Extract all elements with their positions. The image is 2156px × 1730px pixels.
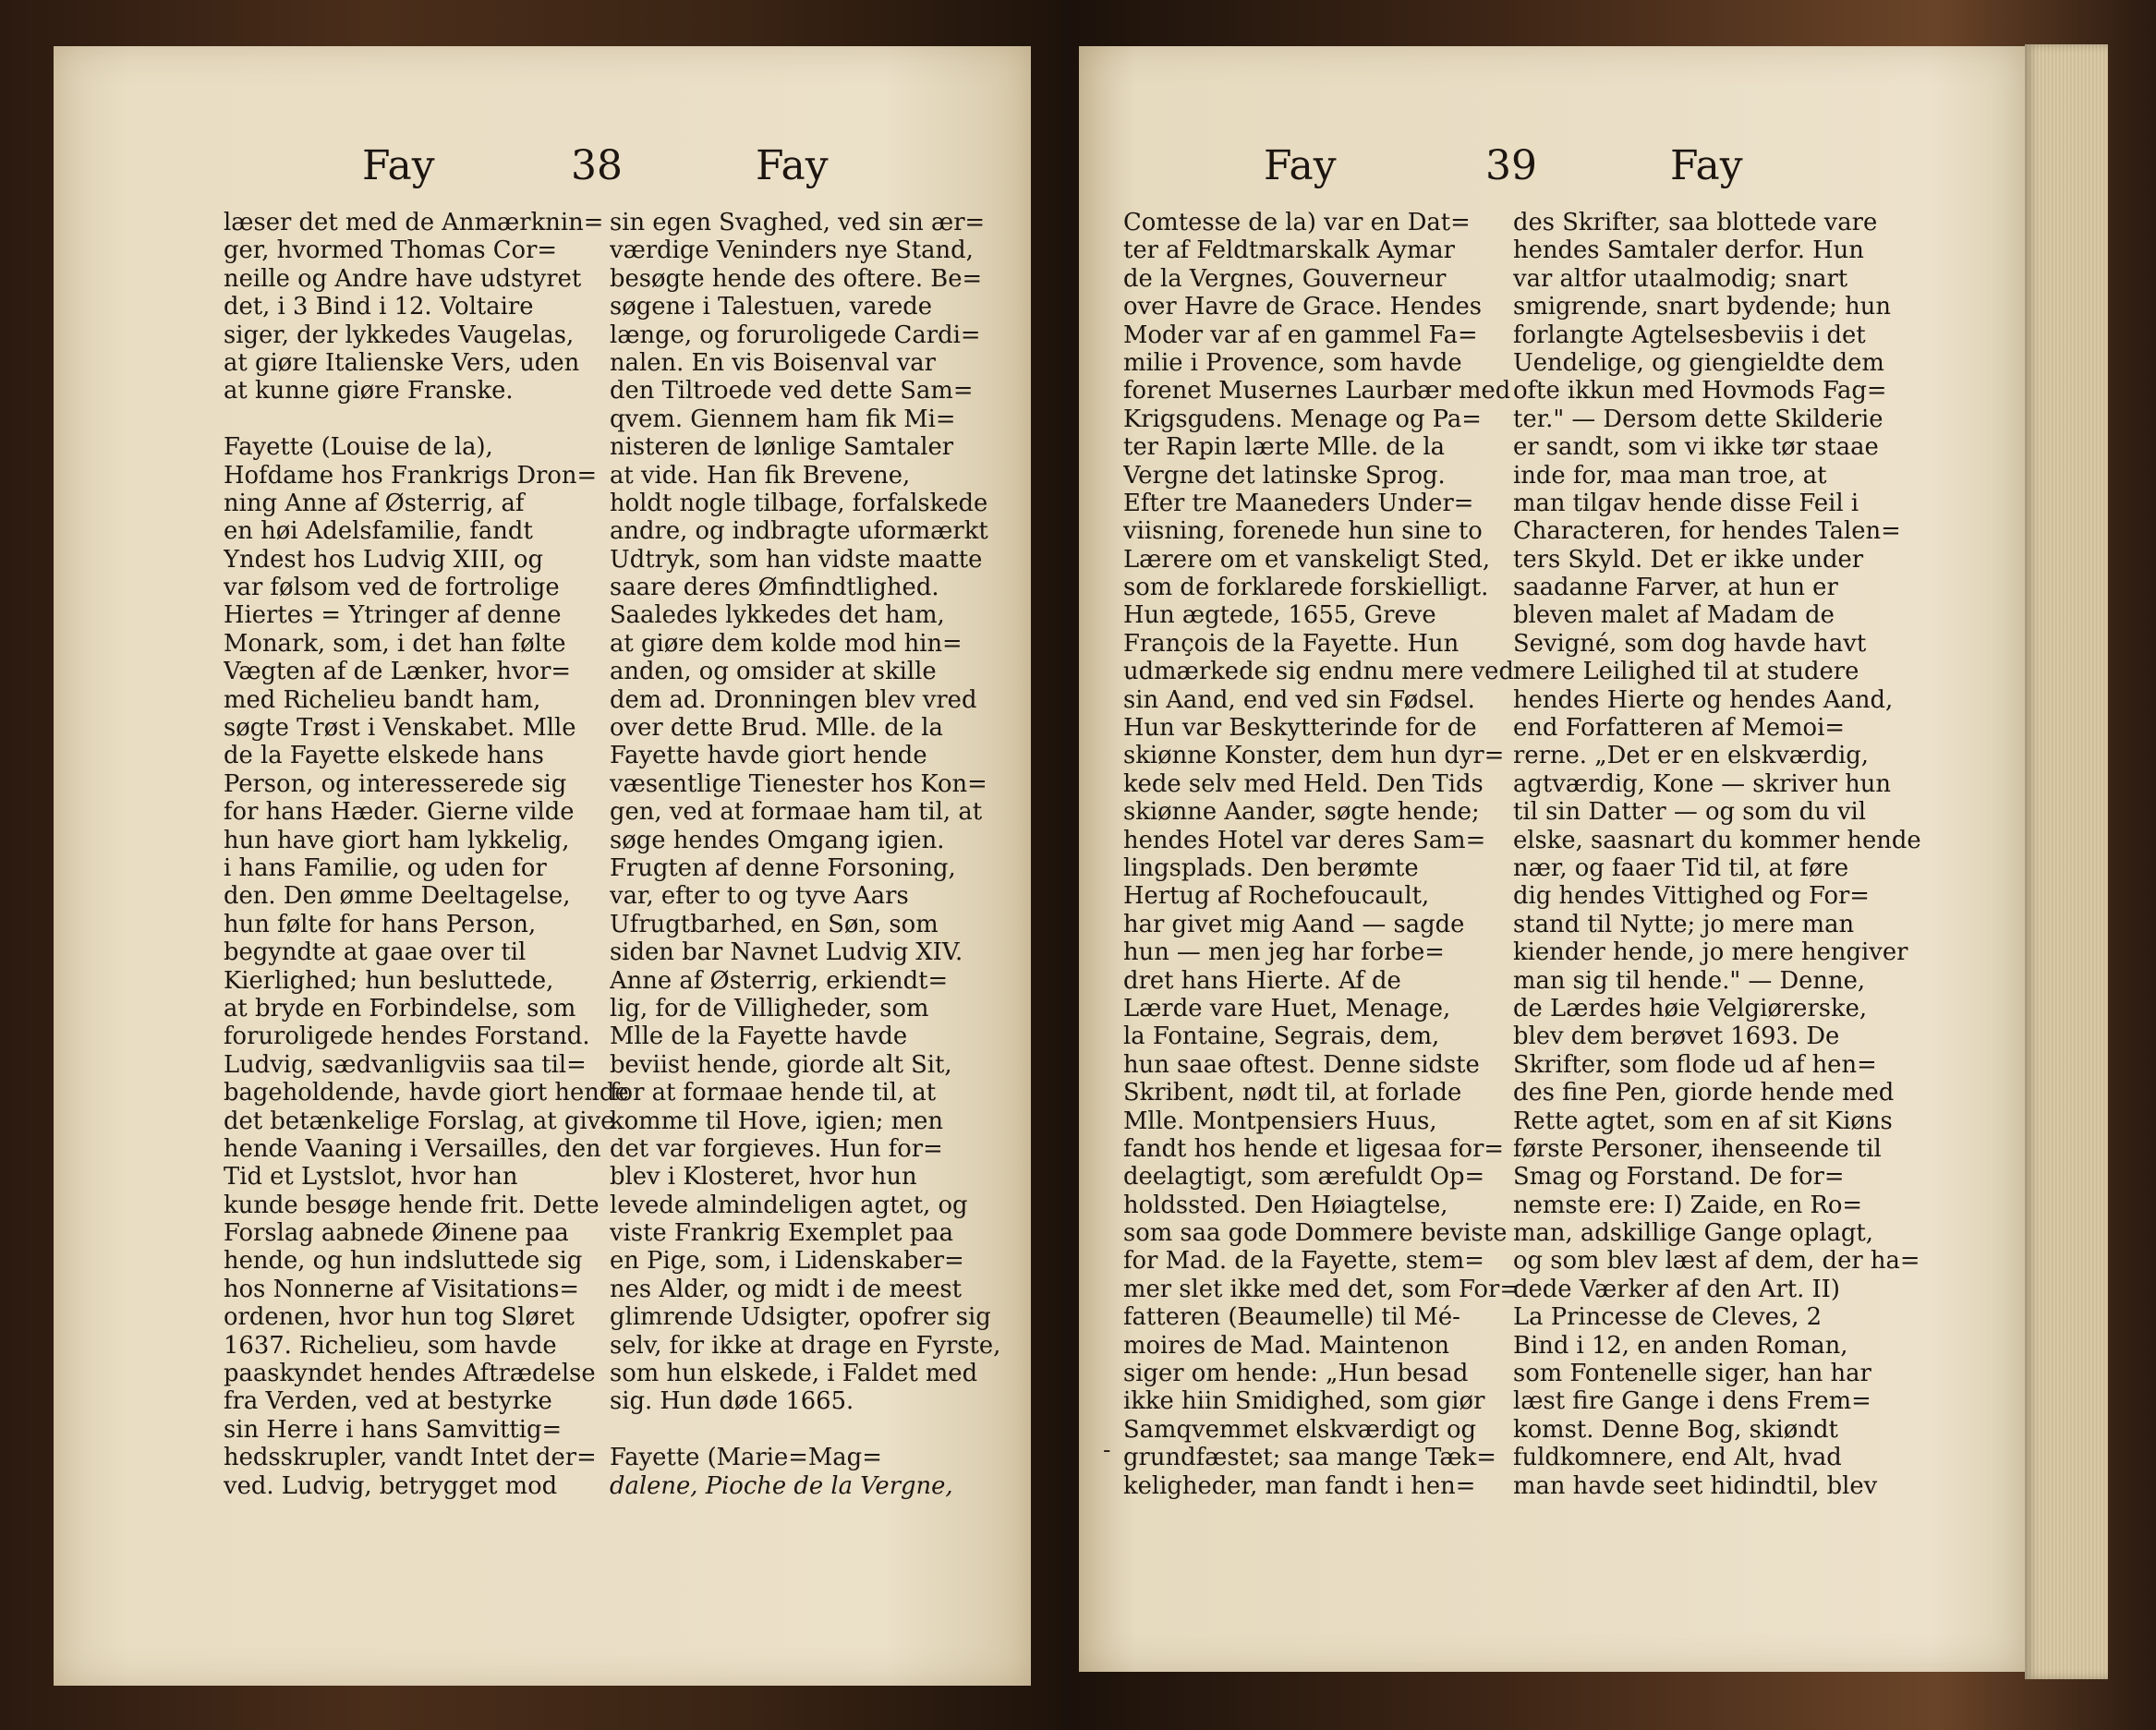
text-line: Efter tre Maaneders Under=	[1123, 489, 1474, 517]
text-line: grundfæstet; saa mange Tæk=	[1123, 1444, 1496, 1472]
text-line: hun følte for hans Person,	[224, 910, 537, 938]
text-line: bageholdende, havde giort hende	[224, 1079, 629, 1107]
text-line: nisteren de lønlige Samtaler	[610, 433, 954, 462]
text-line: Sevigné, som dog havde havt	[1513, 629, 1867, 658]
text-line: at kunne giøre Franske.	[224, 377, 514, 405]
text-line: den Tiltroede ved dette Sam=	[610, 377, 974, 405]
text-line: og som blev læst af dem, der ha=	[1513, 1247, 1920, 1276]
text-line: lingsplads. Den berømte	[1123, 853, 1419, 882]
text-line: længe, og foruroligede Cardi=	[610, 321, 981, 349]
text-line: ger, hvormed Thomas Cor=	[224, 236, 558, 265]
text-line: Ludvig, sædvanligviis saa til=	[224, 1050, 587, 1079]
text-line: 1637. Richelieu, som havde	[224, 1331, 557, 1360]
text-line: Lærde vare Huet, Menage,	[1123, 994, 1451, 1022]
text-line: levede almindeligen agtet, og	[610, 1191, 968, 1219]
text-line: Rette agtet, som en af sit Kiøns	[1513, 1107, 1893, 1135]
text-line: værdige Veninders nye Stand,	[610, 236, 974, 265]
text-line: paaskyndet hendes Aftrædelse	[224, 1360, 596, 1388]
text-line: søgene i Talestuen, varede	[610, 293, 933, 321]
text-line: Tid et Lystslot, hvor han	[224, 1163, 518, 1192]
text-line: det betænkelige Forslag, at give	[224, 1107, 615, 1135]
text-line: man tilgav hende disse Feil i	[1513, 489, 1859, 517]
text-line: skiønne Aander, søgte hende;	[1123, 798, 1480, 827]
text-line: den. Den ømme Deeltagelse,	[224, 882, 571, 911]
text-line: sig. Hun døde 1665.	[610, 1387, 854, 1416]
page-edges	[2025, 44, 2108, 1679]
text-line: som de forklarede forskielligt.	[1123, 574, 1489, 602]
text-line: dalene, Pioche de la Vergne,	[610, 1471, 953, 1500]
text-line: kede selv med Held. Den Tids	[1123, 769, 1484, 798]
text-line: Kierlighed; hun besluttede,	[224, 966, 554, 995]
text-line: Person, og interesserede sig	[224, 769, 567, 798]
text-line: skiønne Konster, dem hun dyr=	[1123, 742, 1505, 770]
text-line: hun have giort ham lykkelig,	[224, 826, 570, 854]
left-page	[54, 46, 1031, 1686]
text-line: milie i Provence, som havde	[1123, 348, 1462, 377]
text-line: hun — men jeg har forbe=	[1123, 938, 1445, 967]
text-line: anden, og omsider at skille	[610, 658, 937, 686]
text-line: Uendelige, og giengieldte dem	[1513, 348, 1884, 377]
text-line: for Mad. de la Fayette, stem=	[1123, 1247, 1484, 1276]
paragraph-gap	[610, 1416, 1035, 1444]
text-line: Saaledes lykkedes det ham,	[610, 601, 945, 630]
text-line: Hertug af Rochefoucault,	[1123, 882, 1430, 911]
text-line: rerne. „Det er en elskværdig,	[1513, 742, 1869, 770]
text-line: deelagtigt, som ærefuldt Op=	[1123, 1163, 1485, 1192]
text-line: mere Leilighed til at studere	[1513, 658, 1859, 686]
text-line: blev dem berøvet 1693. De	[1513, 1022, 1840, 1051]
text-line: søgte Trøst i Venskabet. Mlle	[224, 714, 576, 743]
text-line: nemste ere: I) Zaide, en Ro=	[1513, 1191, 1863, 1219]
text-line: ofte ikkun med Hovmods Fag=	[1513, 377, 1887, 405]
text-line: med Richelieu bandt ham,	[224, 685, 541, 714]
text-line: at giøre dem kolde mod hin=	[610, 629, 963, 658]
text-line: Vægten af de Lænker, hvor=	[224, 658, 572, 686]
text-line: qvem. Giennem ham fik Mi=	[610, 405, 956, 433]
text-line: agtværdig, Kone — skriver hun	[1513, 769, 1891, 798]
text-line: Lærere om et vanskeligt Sted,	[1123, 545, 1491, 574]
text-line: hendes Samtaler derfor. Hun	[1513, 236, 1864, 265]
text-line: bleven malet af Madam de	[1513, 601, 1835, 630]
left-page-header	[54, 139, 1031, 194]
margin-mark: -	[1103, 1436, 1111, 1463]
text-line: andre, og indbragte uformærkt	[610, 517, 988, 546]
text-line: nes Alder, og midt i de meest	[610, 1275, 962, 1303]
text-line: viste Frankrig Exemplet paa	[610, 1219, 954, 1248]
text-line: beviist hende, giorde alt Sit,	[610, 1050, 952, 1079]
text-line: læser det med de Anmærknin=	[224, 209, 604, 236]
text-line: hende Vaaning i Versailles, den	[224, 1134, 601, 1163]
text-line: ter Rapin lærte Mlle. de la	[1123, 433, 1445, 462]
text-line: at vide. Han fik Brevene,	[610, 461, 911, 490]
text-line: Hiertes = Ytringer af denne	[224, 601, 562, 630]
text-line: mer slet ikke med det, som For=	[1123, 1275, 1520, 1303]
right-header-word-left: Fay	[1264, 142, 1337, 189]
text-line: inde for, maa man troe, at	[1513, 461, 1827, 490]
text-line: over Havre de Grace. Hendes	[1123, 293, 1482, 321]
text-line: forlangte Agtelsesbeviis i det	[1513, 321, 1866, 349]
text-line: Yndest hos Ludvig XIII, og	[224, 545, 543, 574]
text-line: læst fire Gange i dens Frem=	[1513, 1387, 1871, 1416]
text-line: Skrifter, som flode ud af hen=	[1513, 1050, 1877, 1079]
text-line: som Fontenelle siger, han har	[1513, 1360, 1871, 1388]
text-line: holdt nogle tilbage, forfalskede	[610, 489, 988, 517]
text-line: moires de Mad. Maintenon	[1123, 1331, 1450, 1360]
left-header-word-right: Fay	[756, 142, 829, 189]
right-page-column-1	[1123, 209, 1530, 1500]
text-line: saare deres Ømfindtlighed.	[610, 574, 939, 602]
text-line: Hun var Beskytterinde for de	[1123, 714, 1477, 743]
right-page	[1079, 46, 2025, 1672]
left-page-column-1	[224, 209, 637, 1500]
text-line: dig hendes Vittighed og For=	[1513, 882, 1870, 911]
text-line: var følsom ved de fortrolige	[224, 574, 560, 602]
text-line: Fayette (Louise de la),	[224, 433, 493, 462]
text-line: foruroligede hendes Forstand.	[224, 1022, 590, 1051]
text-line: har givet mig Aand — sagde	[1123, 910, 1465, 938]
text-line: Udtryk, som han vidste maatte	[610, 545, 983, 574]
text-line: Fayette havde giort hende	[610, 742, 927, 770]
text-line: hendes Hierte og hendes Aand,	[1513, 685, 1894, 714]
text-line: var altfor utaalmodig; snart	[1513, 264, 1848, 293]
text-line: det var forgieves. Hun for=	[610, 1134, 943, 1163]
left-page-column-2	[610, 209, 1035, 1500]
text-line: sin egen Svaghed, ved sin ær=	[610, 209, 986, 236]
text-line: fandt hos hende et ligesaa for=	[1123, 1134, 1505, 1163]
text-line: Vergne det latinske Sprog.	[1123, 461, 1446, 490]
text-line: holdssted. Den Høiagtelse,	[1123, 1191, 1448, 1219]
text-line: selv, for ikke at drage en Fyrste,	[610, 1331, 1001, 1360]
text-line: at giøre Italienske Vers, uden	[224, 348, 580, 377]
text-line: keligheder, man fandt i hen=	[1123, 1471, 1476, 1500]
text-line: Anne af Østerrig, erkiendt=	[610, 966, 949, 995]
text-line: som hun elskede, i Faldet med	[610, 1360, 978, 1388]
left-header-word-left: Fay	[362, 142, 435, 189]
text-line: glimrende Udsigter, opofrer sig	[610, 1303, 991, 1332]
text-line: er sandt, som vi ikke tør staae	[1513, 433, 1879, 462]
text-line: man havde seet hidindtil, blev	[1513, 1471, 1878, 1500]
right-header-word-right: Fay	[1670, 142, 1743, 189]
text-line: stand til Nytte; jo mere man	[1513, 910, 1855, 938]
text-line: var, efter to og tyve Aars	[610, 882, 909, 911]
text-line: komst. Denne Bog, skiøndt	[1513, 1415, 1838, 1444]
text-line: for hans Hæder. Gierne vilde	[224, 798, 575, 827]
text-line: Characteren, for hendes Talen=	[1513, 517, 1901, 546]
text-line: kunde besøge hende frit. Dette	[224, 1191, 600, 1219]
left-page-number: 38	[571, 142, 623, 189]
text-line: Forslag aabnede Øinene paa	[224, 1219, 569, 1248]
text-line: Smag og Forstand. De for=	[1513, 1163, 1845, 1192]
text-line: viisning, forenede hun sine to	[1123, 517, 1483, 546]
text-line: François de la Fayette. Hun	[1123, 629, 1460, 658]
text-line: ordenen, hvor hun tog Sløret	[224, 1303, 575, 1332]
text-line: dede Værker af den Art. II)	[1513, 1275, 1840, 1303]
text-line: sin Aand, end ved sin Fødsel.	[1123, 685, 1475, 714]
text-line: ning Anne af Østerrig, af	[224, 489, 525, 517]
text-line: siden bar Navnet Ludvig XIV.	[610, 938, 963, 967]
text-line: de la Vergnes, Gouverneur	[1123, 264, 1447, 293]
text-line: Mlle. Montpensiers Huus,	[1123, 1107, 1437, 1135]
text-line: ter." — Dersom dette Skilderie	[1513, 405, 1883, 433]
text-line: man sig til hende." — Denne,	[1513, 966, 1866, 995]
text-line: hedsskrupler, vandt Intet der=	[224, 1444, 597, 1472]
text-line: fatteren (Beaumelle) til Mé-	[1123, 1303, 1460, 1332]
text-line: fuldkomnere, end Alt, hvad	[1513, 1444, 1842, 1472]
text-line: udmærkede sig endnu mere ved	[1123, 658, 1514, 686]
text-line: Comtesse de la) var en Dat=	[1123, 209, 1471, 236]
text-line: hende, og hun indsluttede sig	[224, 1247, 583, 1276]
text-line: en høi Adelsfamilie, fandt	[224, 517, 533, 546]
text-line: de Lærdes høie Velgiørerske,	[1513, 994, 1868, 1022]
text-line: væsentlige Tienester hos Kon=	[610, 769, 987, 798]
text-line: La Princesse de Cleves, 2	[1513, 1303, 1823, 1332]
text-line: ikke hiin Smidighed, som giør	[1123, 1387, 1485, 1416]
text-line: hendes Hotel var deres Sam=	[1123, 826, 1486, 854]
text-line: de la Fayette elskede hans	[224, 742, 544, 770]
text-line: begyndte at gaae over til	[224, 938, 527, 967]
text-line: nalen. En vis Boisenval var	[610, 348, 936, 377]
text-line: gen, ved at formaae ham til, at	[610, 798, 983, 827]
text-line: Krigsgudens. Menage og Pa=	[1123, 405, 1482, 433]
text-line: Skribent, nødt til, at forlade	[1123, 1079, 1462, 1107]
text-line: Samqvemmet elskværdigt og	[1123, 1415, 1477, 1444]
text-line: fra Verden, ved at bestyrke	[224, 1387, 552, 1416]
text-line: for at formaae hende til, at	[610, 1079, 937, 1107]
text-line: kiender hende, jo mere hengiver	[1513, 938, 1908, 967]
text-line: nær, og faaer Tid til, at føre	[1513, 853, 1849, 882]
text-line: besøgte hende des oftere. Be=	[610, 264, 983, 293]
text-line: Monark, som, i det han følte	[224, 629, 566, 658]
text-line: i hans Familie, og uden for	[224, 853, 547, 882]
text-line: siger om hende: „Hun besad	[1123, 1360, 1469, 1388]
text-line: end Forfatteren af Memoi=	[1513, 714, 1845, 743]
text-line: Mlle de la Fayette havde	[610, 1022, 908, 1051]
text-line: forenet Musernes Laurbær med	[1123, 377, 1511, 405]
text-line: ter af Feldtmarskalk Aymar	[1123, 236, 1456, 265]
text-line: des Skrifter, saa blottede vare	[1513, 209, 1878, 236]
text-line: Hofdame hos Frankrigs Dron=	[224, 461, 598, 490]
text-line: des fine Pen, giorde hende med	[1513, 1079, 1895, 1107]
text-line: la Fontaine, Segrais, dem,	[1123, 1022, 1440, 1051]
text-line: Moder var af en gammel Fa=	[1123, 321, 1478, 349]
text-line: første Personer, ihenseende til	[1513, 1134, 1882, 1163]
text-line: Hun ægtede, 1655, Greve	[1123, 601, 1436, 630]
right-page-number: 39	[1485, 142, 1537, 189]
text-line: Fayette (Marie=Mag=	[610, 1444, 882, 1472]
text-line: det, i 3 Bind i 12. Voltaire	[224, 293, 534, 321]
paragraph-gap	[224, 405, 637, 433]
right-page-header	[1079, 139, 2025, 194]
text-line: at bryde en Forbindelse, som	[224, 994, 576, 1022]
text-line: over dette Brud. Mlle. de la	[610, 714, 943, 743]
text-line: neille og Andre have udstyret	[224, 264, 582, 293]
text-line: ved. Ludvig, betrygget mod	[224, 1471, 558, 1500]
text-line: lig, for de Villigheder, som	[610, 994, 929, 1022]
text-line: komme til Hove, igien; men	[610, 1107, 944, 1135]
text-line: dret hans Hierte. Af de	[1123, 966, 1401, 995]
text-line: som saa gode Dommere beviste	[1123, 1219, 1508, 1248]
text-line: Bind i 12, en anden Roman,	[1513, 1331, 1848, 1360]
text-line: til sin Datter — og som du vil	[1513, 798, 1867, 827]
text-line: Frugten af denne Forsoning,	[610, 853, 956, 882]
text-line: hos Nonnerne af Visitations=	[224, 1275, 580, 1303]
text-line: Ufrugtbarhed, en Søn, som	[610, 910, 939, 938]
text-line: sin Herre i hans Samvittig=	[224, 1415, 563, 1444]
text-line: man, adskillige Gange oplagt,	[1513, 1219, 1873, 1248]
text-line: en Pige, som, i Lidenskaber=	[610, 1247, 964, 1276]
text-line: siger, der lykkedes Vaugelas,	[224, 321, 575, 349]
text-line: smigrende, snart bydende; hun	[1513, 293, 1891, 321]
right-page-column-2	[1513, 209, 1947, 1500]
text-line: hun saae oftest. Denne sidste	[1123, 1050, 1480, 1079]
text-line: søge hendes Omgang igien.	[610, 826, 945, 854]
text-line: elske, saasnart du kommer hende	[1513, 826, 1921, 854]
text-line: dem ad. Dronningen blev vred	[610, 685, 977, 714]
text-line: ters Skyld. Det er ikke under	[1513, 545, 1864, 574]
text-line: saadanne Farver, at hun er	[1513, 574, 1838, 602]
text-line: blev i Klosteret, hvor hun	[610, 1163, 917, 1192]
